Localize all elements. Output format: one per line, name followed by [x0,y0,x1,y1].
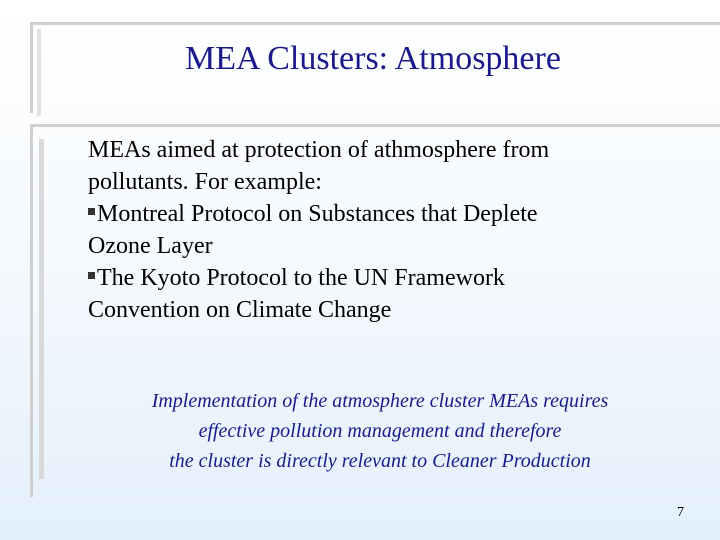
bullet-item [88,198,648,230]
square-bullet-icon [88,208,95,215]
bullet-item-continuation [88,230,648,262]
slide-title: MEA Clusters: Atmosphere [185,40,561,77]
bullet-item [88,262,648,294]
bullet-text-line-1: The Kyoto Protocol to the UN Framework [97,265,505,291]
bullet-text-line-1: Montreal Protocol on Substances that Deplete [97,201,538,227]
intro-line-1: MEAs aimed at protection of athmosphere from [88,137,550,163]
note-line-3: the cluster is directly relevant to Cleaner Production [169,450,591,472]
note-line-1: Implementation of the atmosphere cluster MEAs requires [151,390,609,412]
intro-paragraph [88,134,648,198]
bullet-text-line-2: Ozone Layer [88,233,213,259]
slide-content [88,134,648,326]
bullet-text-line-2: Convention on Climate Change [88,297,392,323]
page-number: 7 [677,505,684,520]
cleaner-production-note [90,386,670,476]
intro-line-2: pollutants. For example: [88,169,322,195]
note-line-2: effective pollution management and therefore [198,420,562,442]
square-bullet-icon [88,272,95,279]
bullet-item-continuation [88,294,648,326]
